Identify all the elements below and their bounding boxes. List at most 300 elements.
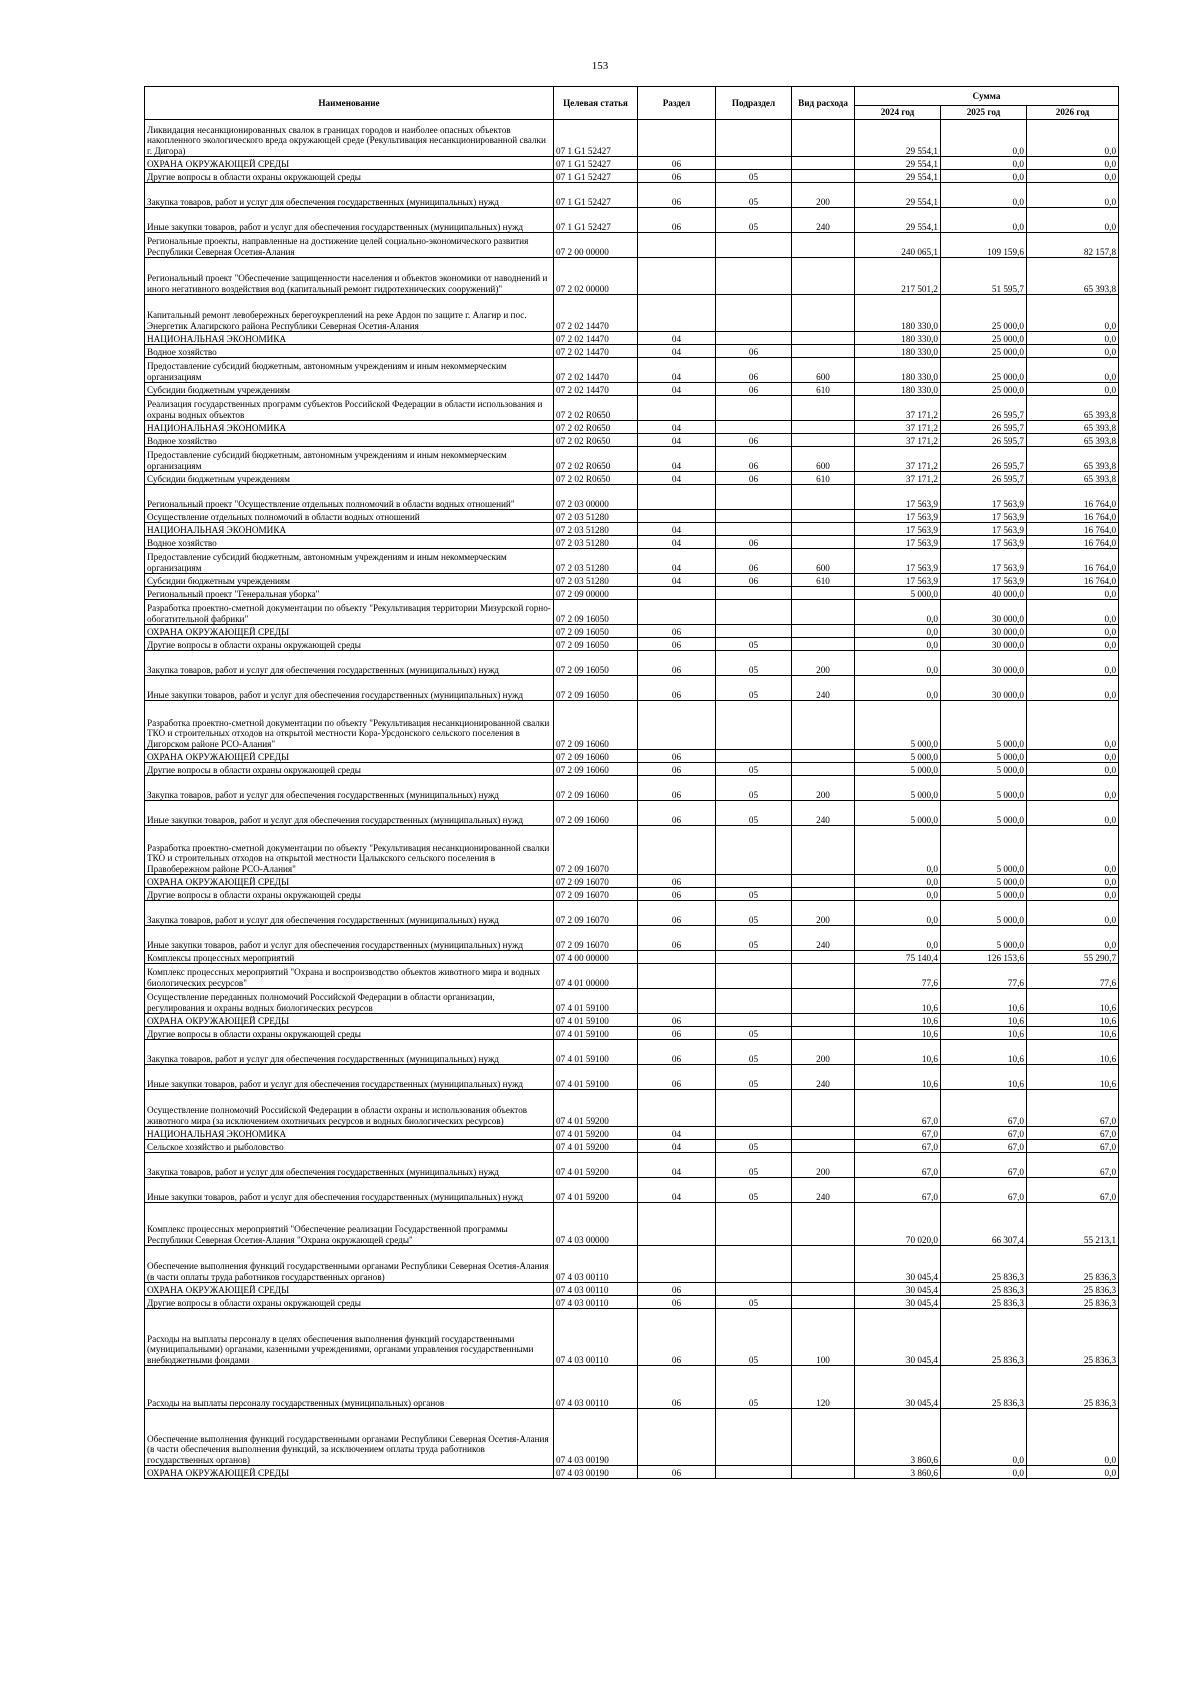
table-row [145, 625, 1119, 638]
cell-target: 07 4 01 59100 [554, 1014, 638, 1027]
cell-2024: 67,0 [855, 1140, 941, 1153]
cell-subsection [716, 523, 792, 536]
table-row [145, 875, 1119, 888]
cell-2024: 5 000,0 [855, 763, 941, 776]
cell-section: 04 [638, 574, 716, 587]
table-header [145, 87, 1119, 120]
cell-2024: 37 171,2 [855, 421, 941, 434]
cell-subsection [716, 510, 792, 523]
cell-name: Расходы на выплаты персоналу в целях обеспечения выполнения функций государственными (муниципальными) органами, казенными учреждениями, органами управления государственными внебюджетными фондами [145, 1309, 554, 1366]
table-row [145, 208, 1119, 233]
cell-name: НАЦИОНАЛЬНАЯ ЭКОНОМИКА [145, 332, 554, 345]
cell-expense-type [792, 763, 855, 776]
cell-section: 06 [638, 801, 716, 826]
cell-2025: 17 563,9 [941, 549, 1027, 574]
cell-2026: 0,0 [1027, 170, 1119, 183]
cell-2024: 17 563,9 [855, 485, 941, 510]
cell-2026: 0,0 [1027, 358, 1119, 383]
cell-2024: 37 171,2 [855, 434, 941, 447]
cell-target: 07 1 G1 52427 [554, 170, 638, 183]
cell-name: ОХРАНА ОКРУЖАЮЩЕЙ СРЕДЫ [145, 157, 554, 170]
cell-section: 04 [638, 1127, 716, 1140]
cell-expense-type [792, 1014, 855, 1027]
cell-subsection [716, 1127, 792, 1140]
cell-target: 07 1 G1 52427 [554, 157, 638, 170]
header-expense-type: Вид расхода [792, 87, 855, 120]
cell-2025: 17 563,9 [941, 536, 1027, 549]
cell-2024: 0,0 [855, 875, 941, 888]
cell-2024: 240 065,1 [855, 233, 941, 258]
cell-target: 07 4 03 00110 [554, 1309, 638, 1366]
header-name: Наименование [145, 87, 554, 120]
cell-subsection: 06 [716, 549, 792, 574]
cell-section [638, 1203, 716, 1246]
cell-2024: 0,0 [855, 651, 941, 676]
cell-2024: 0,0 [855, 826, 941, 875]
cell-subsection: 05 [716, 801, 792, 826]
table-row [145, 120, 1119, 157]
cell-2024: 30 045,4 [855, 1296, 941, 1309]
cell-expense-type [792, 951, 855, 964]
cell-2026: 25 836,3 [1027, 1246, 1119, 1283]
cell-2024: 17 563,9 [855, 510, 941, 523]
cell-2025: 0,0 [941, 120, 1027, 157]
cell-section: 06 [638, 676, 716, 701]
cell-subsection: 06 [716, 345, 792, 358]
cell-2025: 0,0 [941, 183, 1027, 208]
cell-target: 07 2 09 16050 [554, 625, 638, 638]
cell-2026: 0,0 [1027, 332, 1119, 345]
cell-section: 06 [638, 208, 716, 233]
cell-expense-type: 240 [792, 208, 855, 233]
header-sum: Сумма [855, 87, 1119, 106]
cell-target: 07 2 03 51280 [554, 574, 638, 587]
cell-2026: 77,6 [1027, 964, 1119, 989]
header-2026: 2026 год [1027, 106, 1119, 120]
cell-subsection [716, 600, 792, 625]
cell-name: Расходы на выплаты персоналу государственных (муниципальных) органов [145, 1366, 554, 1409]
header-section: Раздел [638, 87, 716, 120]
cell-subsection [716, 1409, 792, 1466]
cell-2025: 25 836,3 [941, 1366, 1027, 1409]
cell-2025: 10,6 [941, 1065, 1027, 1090]
cell-2026: 10,6 [1027, 1014, 1119, 1027]
cell-section [638, 600, 716, 625]
cell-2025: 26 595,7 [941, 472, 1027, 485]
cell-section: 04 [638, 345, 716, 358]
cell-name: Реализация государственных программ субъектов Российской Федерации в области использования и охраны водных объектов [145, 396, 554, 421]
cell-target: 07 4 03 00190 [554, 1409, 638, 1466]
cell-target: 07 4 01 59100 [554, 989, 638, 1014]
cell-2025: 10,6 [941, 1027, 1027, 1040]
cell-section: 06 [638, 776, 716, 801]
cell-expense-type: 200 [792, 1153, 855, 1178]
cell-name: НАЦИОНАЛЬНАЯ ЭКОНОМИКА [145, 1127, 554, 1140]
table-row [145, 888, 1119, 901]
cell-name: Другие вопросы в области охраны окружающей среды [145, 170, 554, 183]
cell-name: Водное хозяйство [145, 536, 554, 549]
cell-expense-type [792, 295, 855, 332]
cell-section: 06 [638, 638, 716, 651]
table-row [145, 1466, 1119, 1479]
cell-2026: 0,0 [1027, 157, 1119, 170]
cell-2026: 0,0 [1027, 208, 1119, 233]
cell-name: Обеспечение выполнения функций государственными органами Республики Северная Осетия-Алания (в части обеспечения выполнения функций, за исключением оплаты труда работников государственных органов) [145, 1409, 554, 1466]
cell-subsection: 06 [716, 472, 792, 485]
cell-subsection [716, 1246, 792, 1283]
cell-target: 07 4 01 59200 [554, 1127, 638, 1140]
cell-name: Осуществление отдельных полномочий в области водных отношений [145, 510, 554, 523]
cell-subsection [716, 295, 792, 332]
cell-2025: 5 000,0 [941, 763, 1027, 776]
cell-section: 06 [638, 1296, 716, 1309]
cell-subsection [716, 332, 792, 345]
cell-section: 06 [638, 1065, 716, 1090]
cell-target: 07 2 02 R0650 [554, 434, 638, 447]
cell-expense-type: 600 [792, 358, 855, 383]
table-row [145, 1040, 1119, 1065]
cell-2024: 37 171,2 [855, 447, 941, 472]
cell-2026: 0,0 [1027, 587, 1119, 600]
cell-name: Другие вопросы в области охраны окружающей среды [145, 1027, 554, 1040]
cell-2026: 10,6 [1027, 989, 1119, 1014]
cell-section: 06 [638, 183, 716, 208]
cell-2025: 67,0 [941, 1090, 1027, 1127]
cell-2025: 30 000,0 [941, 625, 1027, 638]
cell-section [638, 258, 716, 295]
cell-expense-type [792, 170, 855, 183]
cell-2025: 25 000,0 [941, 383, 1027, 396]
table-row [145, 1296, 1119, 1309]
cell-name: Водное хозяйство [145, 434, 554, 447]
table-row [145, 233, 1119, 258]
cell-subsection: 05 [716, 888, 792, 901]
cell-name: Региональный проект "Генеральная уборка" [145, 587, 554, 600]
cell-subsection: 05 [716, 1366, 792, 1409]
cell-subsection: 05 [716, 776, 792, 801]
cell-2025: 67,0 [941, 1153, 1027, 1178]
cell-2026: 0,0 [1027, 638, 1119, 651]
cell-section: 06 [638, 750, 716, 763]
cell-expense-type [792, 875, 855, 888]
table-row [145, 472, 1119, 485]
cell-target: 07 2 02 R0650 [554, 396, 638, 421]
cell-2026: 0,0 [1027, 676, 1119, 701]
cell-expense-type [792, 396, 855, 421]
cell-2025: 126 153,6 [941, 951, 1027, 964]
cell-2026: 0,0 [1027, 701, 1119, 750]
cell-expense-type [792, 345, 855, 358]
cell-subsection: 06 [716, 536, 792, 549]
cell-2025: 0,0 [941, 1466, 1027, 1479]
cell-target: 07 2 09 16070 [554, 888, 638, 901]
cell-name: Водное хозяйство [145, 345, 554, 358]
cell-2026: 0,0 [1027, 926, 1119, 951]
cell-2024: 10,6 [855, 989, 941, 1014]
cell-section: 06 [638, 1466, 716, 1479]
cell-2026: 0,0 [1027, 888, 1119, 901]
cell-2025: 17 563,9 [941, 574, 1027, 587]
table-row [145, 345, 1119, 358]
cell-section: 06 [638, 625, 716, 638]
cell-2025: 77,6 [941, 964, 1027, 989]
cell-name: Иные закупки товаров, работ и услуг для обеспечения государственных (муниципальных) нужд [145, 676, 554, 701]
table-row [145, 964, 1119, 989]
cell-2025: 26 595,7 [941, 434, 1027, 447]
table-row [145, 676, 1119, 701]
cell-2026: 67,0 [1027, 1153, 1119, 1178]
cell-2024: 0,0 [855, 676, 941, 701]
cell-expense-type: 240 [792, 801, 855, 826]
cell-name: Субсидии бюджетным учреждениям [145, 383, 554, 396]
cell-name: Другие вопросы в области охраны окружающей среды [145, 638, 554, 651]
cell-2025: 25 836,3 [941, 1246, 1027, 1283]
cell-2026: 55 213,1 [1027, 1203, 1119, 1246]
table-body [145, 120, 1119, 1479]
cell-target: 07 4 01 59100 [554, 1065, 638, 1090]
cell-section: 04 [638, 536, 716, 549]
cell-expense-type: 610 [792, 472, 855, 485]
cell-section: 04 [638, 383, 716, 396]
cell-name: Закупка товаров, работ и услуг для обеспечения государственных (муниципальных) нужд [145, 1040, 554, 1065]
cell-2025: 17 563,9 [941, 510, 1027, 523]
cell-target: 07 2 00 00000 [554, 233, 638, 258]
cell-2024: 29 554,1 [855, 157, 941, 170]
cell-subsection [716, 1090, 792, 1127]
cell-2026: 10,6 [1027, 1065, 1119, 1090]
cell-subsection: 05 [716, 1140, 792, 1153]
cell-2026: 16 764,0 [1027, 485, 1119, 510]
cell-2026: 65 393,8 [1027, 258, 1119, 295]
cell-2024: 29 554,1 [855, 120, 941, 157]
cell-expense-type [792, 434, 855, 447]
cell-2026: 0,0 [1027, 600, 1119, 625]
cell-target: 07 2 02 R0650 [554, 421, 638, 434]
table-row [145, 750, 1119, 763]
cell-section: 04 [638, 358, 716, 383]
table-row [145, 523, 1119, 536]
cell-name: ОХРАНА ОКРУЖАЮЩЕЙ СРЕДЫ [145, 750, 554, 763]
cell-subsection [716, 750, 792, 763]
table-row [145, 396, 1119, 421]
cell-2024: 17 563,9 [855, 549, 941, 574]
cell-2025: 30 000,0 [941, 600, 1027, 625]
cell-section: 04 [638, 1178, 716, 1203]
table-row [145, 1309, 1119, 1366]
cell-2025: 17 563,9 [941, 485, 1027, 510]
cell-2025: 25 000,0 [941, 295, 1027, 332]
table-row [145, 1366, 1119, 1409]
cell-expense-type: 600 [792, 549, 855, 574]
cell-expense-type [792, 701, 855, 750]
table-row [145, 1203, 1119, 1246]
cell-expense-type [792, 638, 855, 651]
cell-2025: 67,0 [941, 1178, 1027, 1203]
cell-name: Региональный проект "Осуществление отдельных полномочий в области водных отношений" [145, 485, 554, 510]
cell-target: 07 4 00 00000 [554, 951, 638, 964]
cell-2026: 0,0 [1027, 383, 1119, 396]
cell-target: 07 2 02 14470 [554, 295, 638, 332]
cell-section [638, 951, 716, 964]
cell-name: Сельское хозяйство и рыболовство [145, 1140, 554, 1153]
cell-2026: 16 764,0 [1027, 523, 1119, 536]
cell-expense-type [792, 536, 855, 549]
cell-subsection [716, 1283, 792, 1296]
cell-target: 07 2 09 16070 [554, 826, 638, 875]
cell-section: 06 [638, 763, 716, 776]
cell-2026: 25 836,3 [1027, 1296, 1119, 1309]
cell-2025: 25 000,0 [941, 332, 1027, 345]
cell-2024: 67,0 [855, 1127, 941, 1140]
cell-name: Предоставление субсидий бюджетным, автономным учреждениям и иным некоммерческим организациям [145, 358, 554, 383]
table-row [145, 510, 1119, 523]
cell-section: 06 [638, 888, 716, 901]
cell-2026: 0,0 [1027, 183, 1119, 208]
table-row [145, 549, 1119, 574]
cell-2024: 10,6 [855, 1027, 941, 1040]
cell-name: Ликвидация несанкционированных свалок в границах городов и наиболее опасных объектов накопленного экологического вреда окружающей среде (Рекультивация несанкционированной свалки г. Дигора) [145, 120, 554, 157]
cell-2026: 0,0 [1027, 345, 1119, 358]
cell-name: Обеспечение выполнения функций государственными органами Республики Северная Осетия-Алания (в части оплаты труда работников государственных органов) [145, 1246, 554, 1283]
cell-2024: 70 020,0 [855, 1203, 941, 1246]
cell-expense-type: 240 [792, 926, 855, 951]
cell-2025: 5 000,0 [941, 776, 1027, 801]
cell-section [638, 587, 716, 600]
cell-2024: 0,0 [855, 901, 941, 926]
cell-subsection: 05 [716, 1027, 792, 1040]
cell-expense-type [792, 888, 855, 901]
cell-target: 07 4 03 00110 [554, 1296, 638, 1309]
cell-2026: 65 393,8 [1027, 434, 1119, 447]
cell-2026: 55 290,7 [1027, 951, 1119, 964]
header-2025: 2025 год [941, 106, 1027, 120]
cell-expense-type [792, 625, 855, 638]
table-row [145, 826, 1119, 875]
cell-target: 07 2 09 16060 [554, 776, 638, 801]
cell-expense-type: 240 [792, 1065, 855, 1090]
cell-section: 06 [638, 875, 716, 888]
cell-2025: 25 000,0 [941, 345, 1027, 358]
cell-2026: 65 393,8 [1027, 421, 1119, 434]
cell-2026: 82 157,8 [1027, 233, 1119, 258]
cell-subsection [716, 587, 792, 600]
cell-expense-type [792, 1127, 855, 1140]
cell-2025: 26 595,7 [941, 421, 1027, 434]
cell-name: Иные закупки товаров, работ и услуг для обеспечения государственных (муниципальных) нужд [145, 926, 554, 951]
cell-2024: 180 330,0 [855, 332, 941, 345]
cell-target: 07 1 G1 52427 [554, 208, 638, 233]
cell-2026: 0,0 [1027, 776, 1119, 801]
cell-subsection [716, 989, 792, 1014]
table-row [145, 183, 1119, 208]
cell-target: 07 4 03 00110 [554, 1283, 638, 1296]
cell-name: Комплексы процессных мероприятий [145, 951, 554, 964]
cell-expense-type: 240 [792, 1178, 855, 1203]
cell-2026: 10,6 [1027, 1040, 1119, 1065]
cell-name: Предоставление субсидий бюджетным, автономным учреждениям и иным некоммерческим организациям [145, 447, 554, 472]
cell-2026: 0,0 [1027, 901, 1119, 926]
cell-name: Разработка проектно-сметной документации по объекту "Рекультивация несанкционированной свалки ТКО и строительных отходов на открытой местности Цалыкского сельского поселения в Правобережном районе РСО-Алания" [145, 826, 554, 875]
table-row [145, 763, 1119, 776]
table-row [145, 926, 1119, 951]
cell-subsection: 05 [716, 170, 792, 183]
cell-2024: 37 171,2 [855, 472, 941, 485]
cell-target: 07 2 02 14470 [554, 332, 638, 345]
cell-section: 06 [638, 926, 716, 951]
cell-2025: 40 000,0 [941, 587, 1027, 600]
cell-2024: 75 140,4 [855, 951, 941, 964]
table-row [145, 951, 1119, 964]
cell-target: 07 2 02 R0650 [554, 472, 638, 485]
cell-expense-type: 610 [792, 383, 855, 396]
cell-2024: 180 330,0 [855, 295, 941, 332]
cell-subsection: 06 [716, 434, 792, 447]
cell-2024: 17 563,9 [855, 536, 941, 549]
table-row [145, 1014, 1119, 1027]
cell-section: 04 [638, 472, 716, 485]
cell-target: 07 4 03 00190 [554, 1466, 638, 1479]
cell-target: 07 4 03 00110 [554, 1246, 638, 1283]
cell-2025: 5 000,0 [941, 875, 1027, 888]
cell-section: 04 [638, 447, 716, 472]
cell-2026: 25 836,3 [1027, 1366, 1119, 1409]
cell-section [638, 1246, 716, 1283]
cell-section: 06 [638, 651, 716, 676]
cell-name: Региональный проект "Обеспечение защищенности населения и объектов экономики от наводнений и иного негативного воздействия вод (капитальный ремонт гидротехнических сооружений)" [145, 258, 554, 295]
cell-name: Комплекс процессных мероприятий "Охрана и воспроизводство объектов животного мира и водных биологических ресурсов" [145, 964, 554, 989]
cell-2024: 10,6 [855, 1014, 941, 1027]
cell-target: 07 4 01 00000 [554, 964, 638, 989]
cell-subsection [716, 157, 792, 170]
header-target: Целевая статья [554, 87, 638, 120]
cell-section [638, 485, 716, 510]
cell-2026: 0,0 [1027, 875, 1119, 888]
cell-subsection: 05 [716, 901, 792, 926]
cell-expense-type [792, 523, 855, 536]
cell-2025: 26 595,7 [941, 396, 1027, 421]
cell-target: 07 2 09 16050 [554, 651, 638, 676]
cell-subsection [716, 485, 792, 510]
cell-subsection [716, 826, 792, 875]
table-row [145, 1127, 1119, 1140]
cell-name: Закупка товаров, работ и услуг для обеспечения государственных (муниципальных) нужд [145, 651, 554, 676]
cell-2026: 65 393,8 [1027, 396, 1119, 421]
cell-target: 07 2 03 51280 [554, 523, 638, 536]
cell-2024: 29 554,1 [855, 208, 941, 233]
cell-target: 07 4 01 59100 [554, 1040, 638, 1065]
cell-target: 07 2 09 16060 [554, 763, 638, 776]
cell-2026: 16 764,0 [1027, 510, 1119, 523]
cell-name: Другие вопросы в области охраны окружающей среды [145, 763, 554, 776]
cell-expense-type [792, 1246, 855, 1283]
cell-section: 04 [638, 421, 716, 434]
cell-target: 07 2 02 R0650 [554, 447, 638, 472]
cell-subsection [716, 396, 792, 421]
cell-name: НАЦИОНАЛЬНАЯ ЭКОНОМИКА [145, 523, 554, 536]
cell-section [638, 964, 716, 989]
cell-2025: 26 595,7 [941, 447, 1027, 472]
cell-expense-type [792, 600, 855, 625]
cell-target: 07 4 03 00110 [554, 1366, 638, 1409]
cell-2025: 109 159,6 [941, 233, 1027, 258]
cell-2024: 30 045,4 [855, 1283, 941, 1296]
cell-2025: 0,0 [941, 170, 1027, 183]
cell-expense-type [792, 258, 855, 295]
cell-target: 07 2 03 51280 [554, 549, 638, 574]
cell-expense-type: 200 [792, 901, 855, 926]
cell-2026: 0,0 [1027, 295, 1119, 332]
cell-name: Региональные проекты, направленные на достижение целей социально-экономического развития Республики Северная Осетия-Алания [145, 233, 554, 258]
